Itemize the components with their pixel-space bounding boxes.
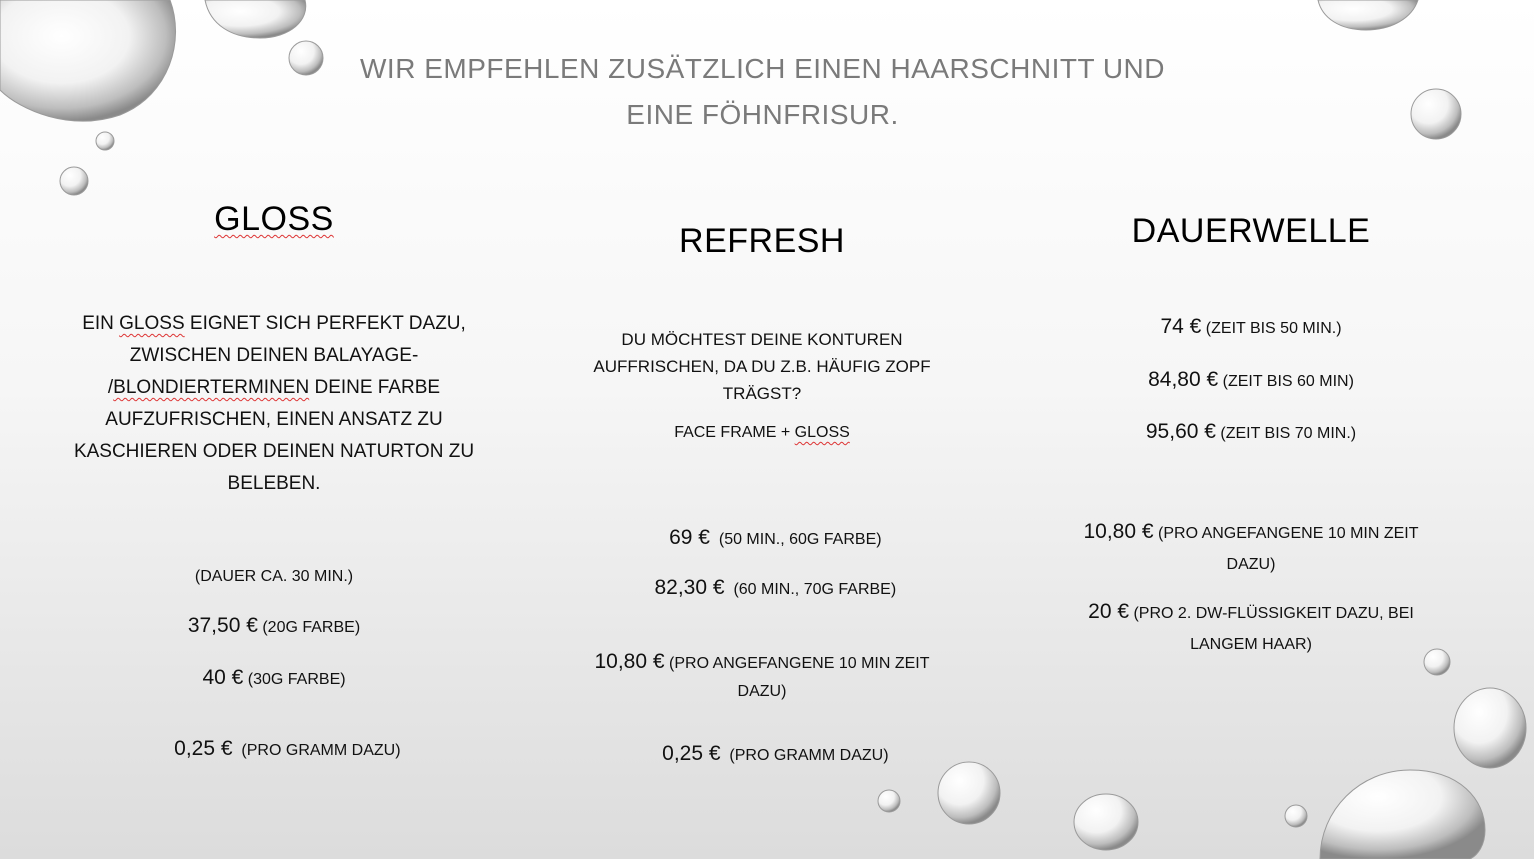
refresh-title: REFRESH	[679, 222, 845, 260]
dauerwelle-title: DAUERWELLE	[1131, 212, 1371, 250]
refresh-combo: FACE FRAME + GLOSS	[674, 424, 850, 441]
price: 69 €	[669, 526, 710, 549]
price-note: (PRO GRAMM DAZU)	[720, 747, 889, 764]
price-note-continued: DAZU)	[737, 683, 787, 700]
gloss-duration: (DAUER CA. 30 MIN.)	[194, 568, 354, 585]
dauerwelle-column	[1050, 0, 1452, 859]
gloss-word: GLOSS	[794, 424, 850, 441]
gloss-description: EIN GLOSS EIGNET SICH PERFEKT DAZU, ZWISCHEN DEINEN BALAYAGE- /BLONDIERTERMINEN DEINE FARBE AUFZUFRISCHEN, EINEN ANSATZ ZU KASCHIEREN ODER DEINEN NATURTON ZU BELEBEN.	[73, 313, 475, 494]
price-note: (ZEIT BIS 50 MIN.)	[1201, 320, 1342, 337]
refresh-price-row	[560, 724, 964, 784]
price-note: (ZEIT BIS 70 MIN.)	[1215, 425, 1357, 442]
gloss-word: GLOSS	[119, 313, 185, 334]
header-line-1: WIR EMPFEHLEN ZUSÄTZLICH EINEN HAARSCHNITT UND	[360, 53, 1165, 84]
price: 10,80 €	[1083, 520, 1154, 543]
price: 74 €	[1160, 315, 1202, 338]
gloss-price-row	[60, 719, 488, 779]
price: 0,25 €	[174, 737, 233, 760]
price-note-continued: DAZU)	[1226, 556, 1276, 573]
price: 84,80 €	[1148, 368, 1219, 391]
price-note-continued: LANGEM HAAR)	[1190, 636, 1312, 653]
price: 82,30 €	[654, 576, 725, 599]
price-note: (PRO ANGEFANGENE 10 MIN ZEIT	[664, 655, 930, 672]
price: 40 €	[202, 666, 244, 689]
gloss-column	[60, 0, 488, 859]
price-note: (ZEIT BIS 60 MIN)	[1218, 373, 1354, 390]
price-note: (60 MIN., 70G FARBE)	[724, 581, 897, 598]
price: 95,60 €	[1145, 420, 1216, 443]
refresh-column	[560, 0, 964, 859]
gloss-price-row	[60, 666, 488, 690]
gloss-price-row	[60, 614, 488, 638]
dauerwelle-price-row	[1050, 420, 1452, 444]
price: 10,80 €	[594, 650, 665, 673]
refresh-description: DU MÖCHTEST DEINE KONTUREN AUFFRISCHEN, DA DU Z.B. HÄUFIG ZOPF TRÄGST?	[593, 330, 931, 403]
refresh-price-row	[560, 648, 964, 706]
dauerwelle-price-row	[1050, 596, 1452, 660]
blondiertermine-word: BLONDIERTERMINEN	[113, 377, 310, 398]
refresh-price-row	[560, 558, 964, 618]
price-note: (20G FARBE)	[257, 619, 361, 636]
price: 20 €	[1088, 600, 1130, 623]
dauerwelle-price-row	[1050, 315, 1452, 339]
header-line-2: EINE FÖHNFRISUR.	[626, 99, 899, 130]
price: 0,25 €	[662, 742, 721, 765]
price-note: (PRO GRAMM DAZU)	[232, 742, 401, 759]
price-note: (PRO 2. DW-FLÜSSIGKEIT DAZU, BEI	[1129, 605, 1414, 622]
price-note: (PRO ANGEFANGENE 10 MIN ZEIT	[1153, 525, 1419, 542]
dauerwelle-price-row	[1050, 516, 1452, 580]
price-note: (30G FARBE)	[243, 671, 346, 688]
price-note: (50 MIN., 60G FARBE)	[709, 531, 882, 548]
price: 37,50 €	[187, 614, 258, 637]
dauerwelle-price-row	[1050, 368, 1452, 392]
gloss-title: GLOSS	[214, 200, 334, 238]
